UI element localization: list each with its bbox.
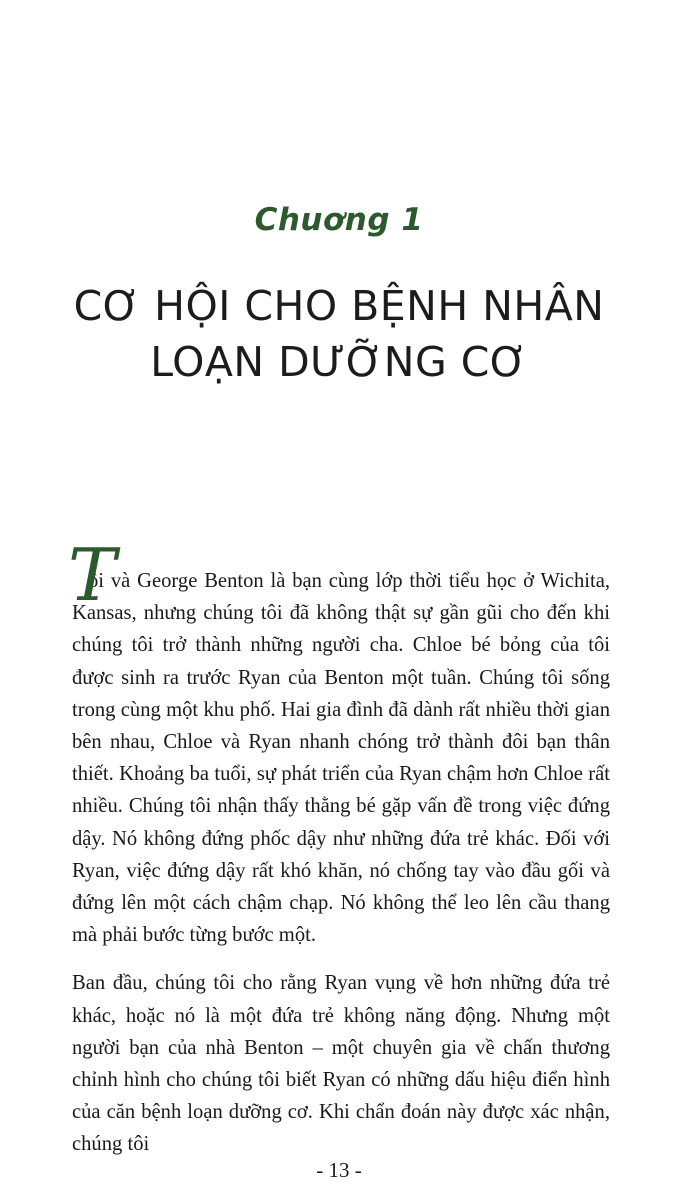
drop-cap: T [68, 533, 117, 617]
paragraph-text: ôi và George Benton là bạn cùng lớp thời tiểu học ở Wichita, Kansas, nhưng chúng tôi đã không thật sự gần gũi cho đến khi chúng tôi trở thành những người cha. Chloe bé bỏng của tôi được sinh ra trước Ryan của Benton một tuần. Chúng tôi sống trong cùng một khu phố. Hai gia đình đã dành rất nhiều thời gian bên nhau, Chloe và Ryan nhanh chóng trở thành đôi bạn thân thiết. Khoảng ba tuổi, sự phát triển của Ryan chậm hơn Chloe rất nhiều. Chúng tôi nhận thấy thằng bé gặp vấn đề trong việc đứng dậy. Nó không đứng phốc dậy như những đứa trẻ khác. Đối với Ryan, việc đứng dậy rất khó khăn, nó chống tay vào đầu gối và đứng lên một cách chậm chạp. Nó không thể leo lên cầu thang mà phải bước từng bước một. [72, 570, 610, 947]
paragraph [72, 967, 610, 1160]
page-number: - 13 - [316, 1158, 362, 1182]
chapter-title-line-1: CƠ HỘI CHO BỆNH NHÂN [73, 282, 605, 330]
paragraph-text: Ban đầu, chúng tôi cho rằng Ryan vụng về hơn những đứa trẻ khác, hoặc nó là một đứa trẻ không năng động. Nhưng một người bạn của nhà Benton – một chuyên gia về chấn thương chỉnh hình cho chúng tôi biết Ryan có những dấu hiệu điển hình của căn bệnh loạn dưỡng cơ. Khi chẩn đoán này được xác nhận, chúng tôi [72, 972, 610, 1156]
chapter-title [0, 278, 678, 390]
chapter-label: Chuơng 1 [254, 202, 424, 238]
chapter-title-line-2: LOẠN DƯỠNG CƠ [150, 338, 528, 386]
chapter-body [68, 533, 610, 1161]
paragraph [72, 565, 610, 951]
